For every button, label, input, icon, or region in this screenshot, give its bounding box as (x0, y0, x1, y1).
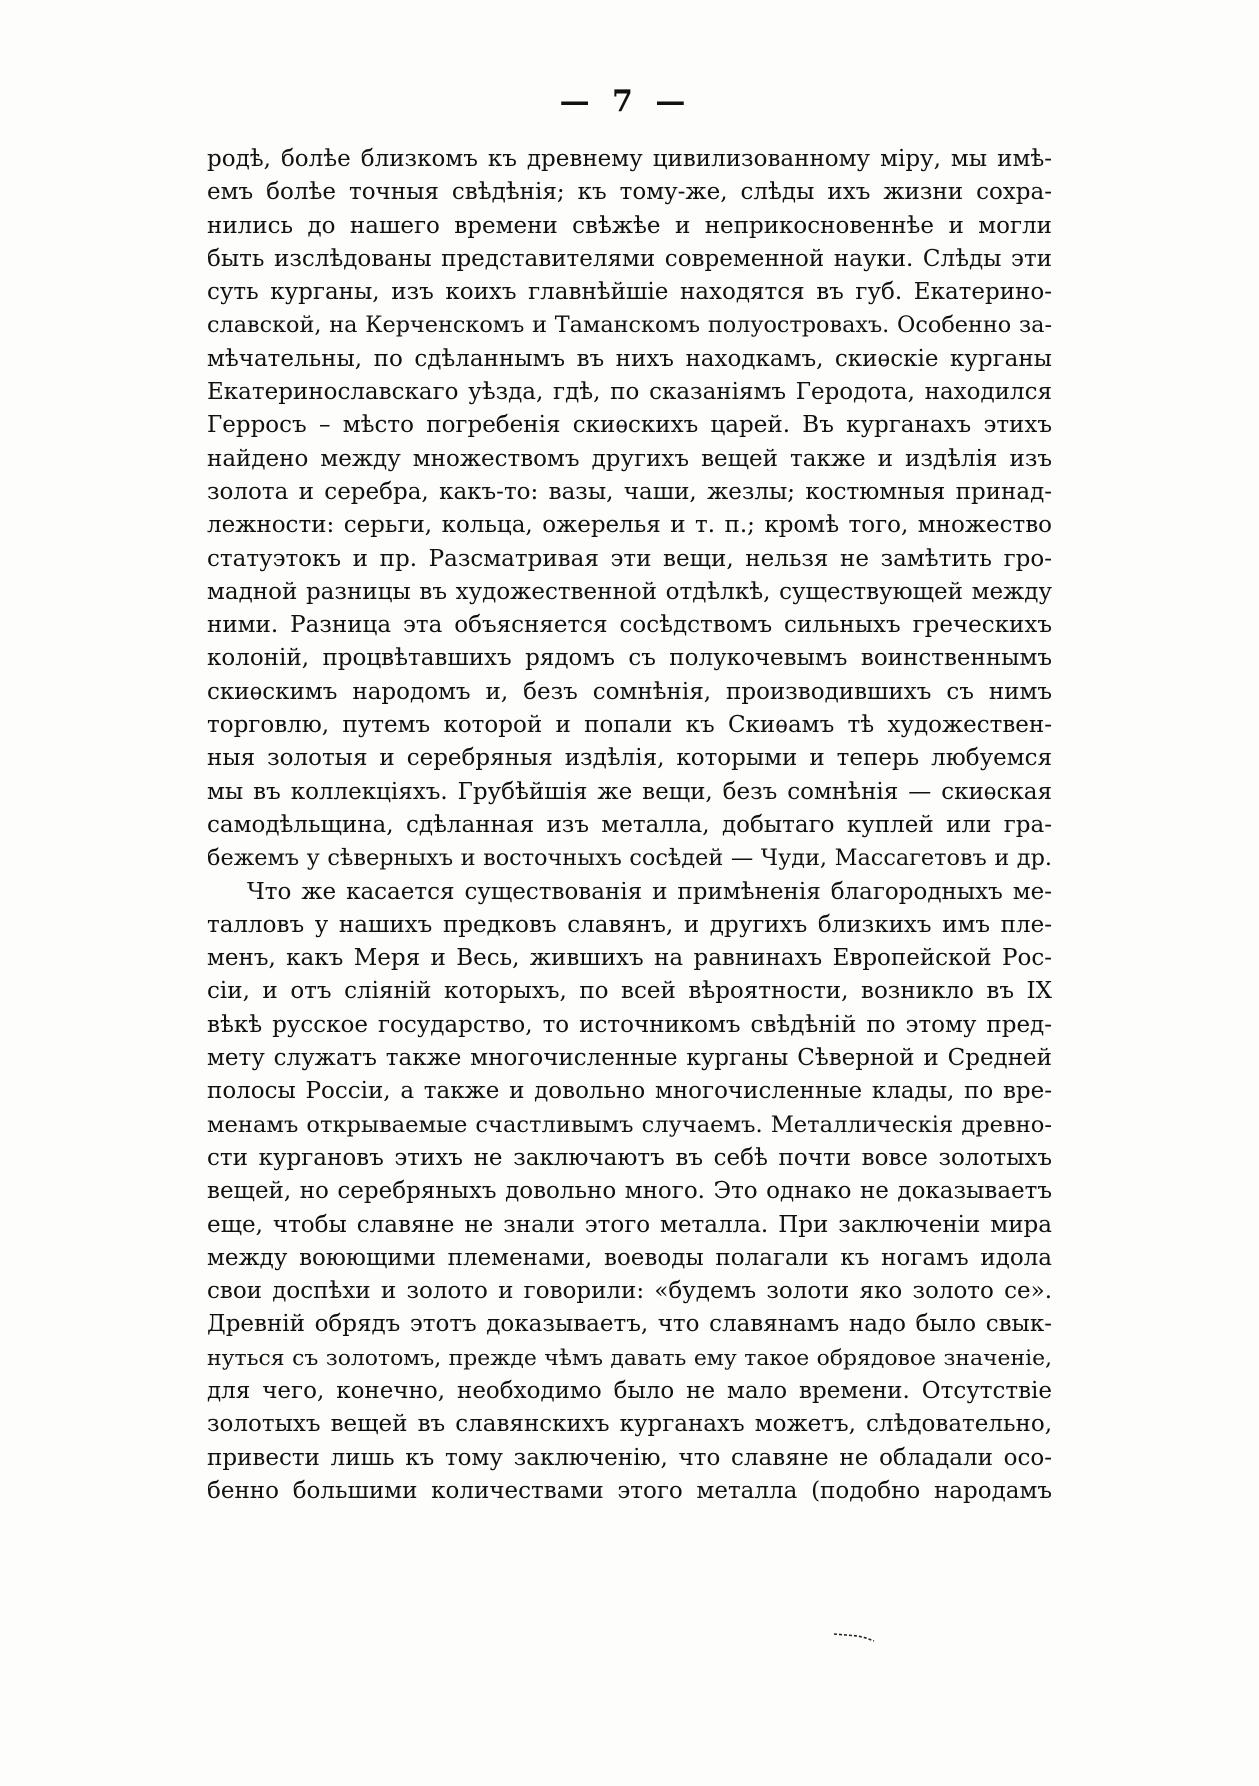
text-line: вѣкѣ русское государство, то источникомъ свѣдѣній по этому пред- (207, 1011, 1052, 1038)
text-line: ними. Разница эта объясняется сосѣдствомъ сильныхъ греческихъ (207, 612, 1052, 639)
text-line: емъ болѣе точныя свѣдѣнія; къ тому-же, слѣды ихъ жизни сохра- (207, 179, 1052, 206)
text-line: Екатеринославскаго уѣзда, гдѣ, по сказаніямъ Геродота, находился (207, 379, 1052, 406)
text-line: Что же касается существованія и примѣненія благородныхъ ме- (247, 878, 1052, 905)
text-line: для чего, конечно, необходимо было не мало времени. Отсутствіе (207, 1377, 1052, 1404)
text-line: свои доспѣхи и золото и говорили: «будемъ золоти яко золото се». (207, 1278, 1052, 1305)
text-line: нились до нашего времени свѣжѣе и неприкосновеннѣе и могли (207, 212, 1052, 239)
text-line: мету служатъ также многочисленные курганы Сѣверной и Средней (207, 1045, 1052, 1072)
text-line: мы въ коллекціяхъ. Грубѣйшія же вещи, безъ сомнѣнія — скиѳская (207, 778, 1052, 805)
text-line: быть изслѣдованы представителями современной науки. Слѣды эти (207, 245, 1052, 272)
text-line: скиѳскимъ народомъ и, безъ сомнѣнія, производившихъ съ нимъ (207, 678, 1052, 705)
text-line: между воюющими племенами, воеводы полагали къ ногамъ идола (207, 1244, 1052, 1271)
page-number: — 7 — (559, 84, 692, 119)
text-line: ныя золотыя и серебряныя издѣлія, которыми и теперь любуемся (207, 745, 1052, 772)
text-line: вещей, но серебряныхъ довольно много. Это однако не доказываетъ (207, 1178, 1052, 1205)
text-line: суть курганы, изъ коихъ главнѣйшіе находятся въ губ. Екатерино- (207, 279, 1052, 306)
text-line: родѣ, болѣе близкомъ къ древнему цивилизованному міру, мы имѣ- (207, 146, 1052, 172)
text-line: бежемъ у сѣверныхъ и восточныхъ сосѣдей — Чуди, Массагетовъ и др. (207, 845, 1052, 872)
text-line: бенно большими количествами этого металла (подобно народамъ (207, 1477, 1052, 1504)
text-line: золотыхъ вещей въ славянскихъ курганахъ можетъ, слѣдовательно, (207, 1411, 1052, 1438)
text-line: торговлю, путемъ которой и попали къ Скиѳамъ тѣ художествен- (207, 712, 1052, 739)
text-line: мадной разницы въ художественной отдѣлкѣ, существующей между (207, 578, 1052, 605)
text-line: полосы Россіи, а также и довольно многочисленные клады, по вре- (207, 1078, 1052, 1105)
text-line: золота и серебра, какъ-то: вазы, чаши, жезлы; костюмныя принад- (207, 478, 1052, 505)
text-line: сіи, и отъ сліяній которыхъ, по всей вѣроятности, возникло въ IX (207, 978, 1052, 1005)
text-line: сти кургановъ этихъ не заключаютъ въ себѣ почти вовсе золотыхъ (207, 1144, 1052, 1171)
paragraph-1 (207, 143, 1052, 876)
text-line: менамъ открываемые счастливымъ случаемъ. Металлическія древно- (207, 1111, 1052, 1138)
text-line: лежности: серьги, кольца, ожерелья и т. п.; кромѣ того, множество (207, 512, 1052, 539)
text-line: Древній обрядъ этотъ доказываетъ, что славянамъ надо было свык- (207, 1311, 1052, 1338)
ink-mark (832, 1631, 876, 1643)
paragraph-2 (207, 876, 1052, 1509)
text-line: мѣчательны, по сдѣланнымъ въ нихъ находкамъ, скиѳскіе курганы (207, 345, 1052, 372)
text-line: нуться съ золотомъ, прежде чѣмъ давать ему такое обрядовое значеніе, (207, 1345, 1052, 1371)
text-line: статуэтокъ и пр. Разсматривая эти вещи, нельзя не замѣтить гро- (207, 545, 1052, 572)
text-line: талловъ у нашихъ предковъ славянъ, и другихъ близкихъ имъ пле- (207, 911, 1052, 938)
text-line: еще, чтобы славяне не знали этого металла. При заключеніи мира (207, 1211, 1052, 1238)
text-line: привести лишь къ тому заключенію, что славяне не обладали осо- (207, 1444, 1052, 1471)
body-text (207, 143, 1052, 1508)
text-line: самодѣльщина, сдѣланная изъ металла, добытаго куплей или гра- (207, 811, 1052, 838)
text-line: менъ, какъ Меря и Весь, жившихъ на равнинахъ Европейской Рос- (207, 945, 1052, 972)
text-line: Герросъ – мѣсто погребенія скиѳскихъ царей. Въ курганахъ этихъ (207, 412, 1052, 439)
text-line: найдено между множествомъ другихъ вещей также и издѣлія изъ (207, 445, 1052, 472)
text-line: славской, на Керченскомъ и Таманскомъ полуостровахъ. Особенно за- (207, 312, 1052, 339)
text-line: колоній, процвѣтавшихъ рядомъ съ полукочевымъ воинственнымъ (207, 645, 1052, 672)
